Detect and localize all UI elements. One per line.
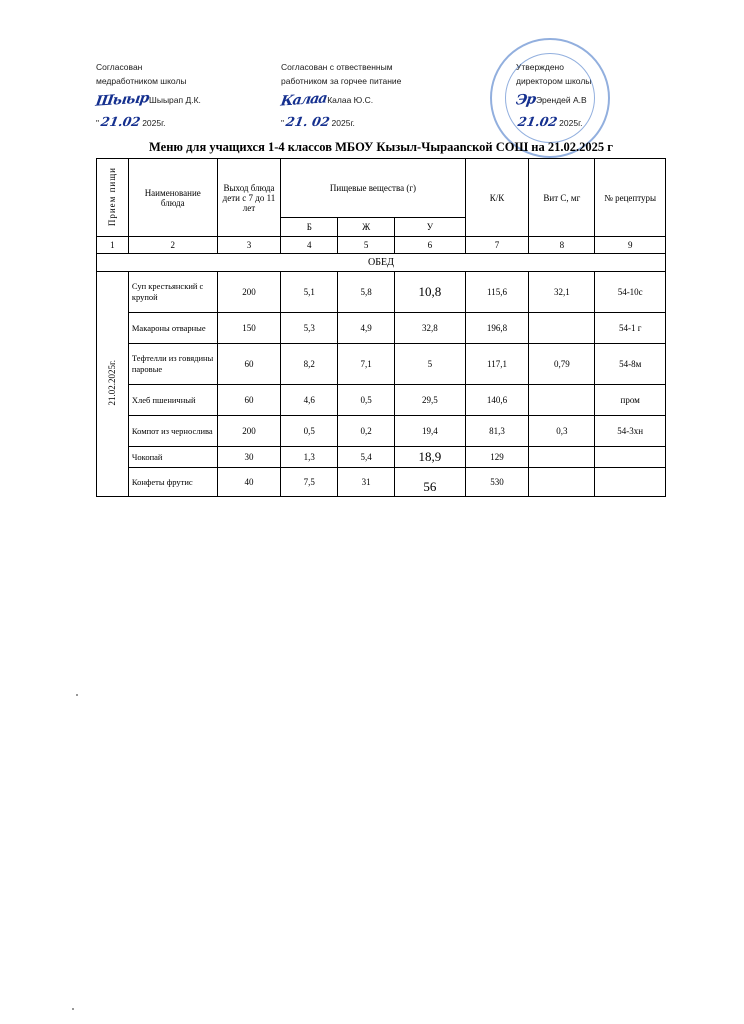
table-row (97, 468, 666, 497)
date-quote-prefix: " (96, 118, 100, 128)
dish-output: 200 (217, 416, 281, 447)
table-row (97, 385, 666, 416)
menu-table (96, 158, 666, 497)
dish-output: 30 (217, 447, 281, 468)
approvals-block (96, 60, 666, 140)
header-vitamin-c: Вит С, мг (529, 159, 595, 237)
approval-director-line2: директором школы (516, 76, 592, 86)
approval-medworker-date-year: 2025г. (142, 118, 166, 128)
dish-vitamin-c: 0,79 (529, 344, 595, 385)
colnum-3: 3 (217, 237, 281, 254)
table-column-number-row (97, 237, 666, 254)
handwritten-date-icon: 21.02 (516, 114, 559, 129)
dish-kk: 81,3 (465, 416, 529, 447)
dish-recipe: 54-8м (595, 344, 666, 385)
dish-name: Чокопай (128, 447, 217, 468)
approval-foodworker-signature-row (281, 92, 491, 112)
dish-fat: 5,8 (338, 272, 395, 313)
dish-kk: 115,6 (465, 272, 529, 313)
dish-carbs: 29,5 (395, 385, 466, 416)
header-recipe-number: № рецептуры (595, 159, 666, 237)
approval-director-name: Эрендей А.В (535, 94, 587, 105)
dish-vitamin-c (529, 447, 595, 468)
handwritten-signature-icon: Калаа (279, 90, 328, 110)
colnum-1: 1 (97, 237, 129, 254)
dish-vitamin-c (529, 385, 595, 416)
dish-name: Компот из чернослива (128, 416, 217, 447)
day-label: 21.02.2025г. (107, 360, 118, 406)
approval-director-date-year: 2025г. (559, 118, 583, 128)
handwritten-date-icon: 21.02 (99, 114, 142, 129)
dish-carbs: 32,8 (395, 313, 466, 344)
dish-vitamin-c: 32,1 (529, 272, 595, 313)
scan-artifact-dot (72, 1008, 74, 1010)
colnum-9: 9 (595, 237, 666, 254)
table-row (97, 344, 666, 385)
dish-kk: 140,6 (465, 385, 529, 416)
dish-carbs: 18,9 (395, 447, 466, 468)
dish-output: 200 (217, 272, 281, 313)
dish-output: 60 (217, 385, 281, 416)
table-row (97, 313, 666, 344)
approval-director-line1: Утверждено (516, 62, 564, 72)
header-meal-label: Прием пищи (107, 166, 118, 227)
header-meal (97, 159, 129, 237)
dish-vitamin-c: 0,3 (529, 416, 595, 447)
approval-foodworker (281, 60, 491, 130)
table-row (97, 416, 666, 447)
date-quote-prefix: " (281, 118, 285, 128)
dish-kk: 129 (465, 447, 529, 468)
colnum-4: 4 (281, 237, 338, 254)
dish-kk: 530 (465, 468, 529, 497)
table-header-row (97, 159, 666, 218)
scan-artifact-dot (76, 694, 78, 696)
header-output: Выход блюда дети с 7 до 11 лет (217, 159, 281, 237)
header-kk: К/К (465, 159, 529, 237)
dish-output: 60 (217, 344, 281, 385)
approval-foodworker-name: Калаа Ю.С. (327, 94, 374, 105)
table-section-row (97, 254, 666, 272)
approval-director-signature-row (516, 92, 696, 112)
dish-recipe: 54-3хн (595, 416, 666, 447)
dish-vitamin-c (529, 313, 595, 344)
page-title: Меню для учащихся 1-4 классов МБОУ Кызыл-Чырааnской СОШ на 21.02.2025 г (149, 140, 613, 154)
dish-protein: 7,5 (281, 468, 338, 497)
dish-recipe: пром (595, 385, 666, 416)
dish-protein: 8,2 (281, 344, 338, 385)
approval-foodworker-date (281, 115, 491, 130)
colnum-8: 8 (529, 237, 595, 254)
colnum-7: 7 (465, 237, 529, 254)
header-nutrients-group: Пищевые вещества (г) (281, 159, 465, 218)
header-protein: Б (281, 218, 338, 237)
dish-carbs: 56 (395, 468, 466, 497)
approval-medworker-name: Шыырап Д.К. (149, 94, 201, 105)
colnum-5: 5 (338, 237, 395, 254)
header-carbs: У (395, 218, 466, 237)
approval-medworker-signature-row (94, 89, 266, 112)
dish-kk: 117,1 (465, 344, 529, 385)
dish-recipe: 54-1 г (595, 313, 666, 344)
dish-vitamin-c (529, 468, 595, 497)
approval-director-date (516, 115, 696, 130)
dish-protein: 5,1 (281, 272, 338, 313)
dish-output: 40 (217, 468, 281, 497)
day-column (97, 272, 129, 497)
dish-fat: 4,9 (338, 313, 395, 344)
table-row (97, 447, 666, 468)
approval-medworker-date (96, 115, 266, 130)
dish-protein: 0,5 (281, 416, 338, 447)
dish-protein: 5,3 (281, 313, 338, 344)
approval-foodworker-line2: работником за горчее питание (281, 76, 402, 86)
header-dish-name: Наименование блюда (128, 159, 217, 237)
dish-carbs: 5 (395, 344, 466, 385)
dish-name: Суп крестьянский с крупой (128, 272, 217, 313)
dish-name: Тефтелли из говядины паровые (128, 344, 217, 385)
dish-protein: 1,3 (281, 447, 338, 468)
approval-director (516, 60, 696, 130)
dish-carbs: 19,4 (395, 416, 466, 447)
dish-kk: 196,8 (465, 313, 529, 344)
dish-name: Хлеб пшеничный (128, 385, 217, 416)
approval-medworker-line2: медработником школы (96, 76, 187, 86)
dish-protein: 4,6 (281, 385, 338, 416)
approval-medworker-line1: Согласован (96, 62, 143, 72)
dish-name: Макароны отварные (128, 313, 217, 344)
dish-fat: 0,2 (338, 416, 395, 447)
dish-output: 150 (217, 313, 281, 344)
table-row (97, 272, 666, 313)
section-label-obed: ОБЕД (97, 254, 666, 272)
dish-fat: 7,1 (338, 344, 395, 385)
dish-recipe (595, 468, 666, 497)
colnum-2: 2 (128, 237, 217, 254)
handwritten-date-icon: 21. 02 (284, 114, 331, 129)
approval-medworker (96, 60, 266, 130)
dish-fat: 0,5 (338, 385, 395, 416)
approval-foodworker-line1: Согласован с отвественным (281, 62, 393, 72)
dish-fat: 5,4 (338, 447, 395, 468)
dish-carbs: 10,8 (395, 272, 466, 313)
dish-fat: 31 (338, 468, 395, 497)
handwritten-signature-icon: Шыыр (94, 89, 150, 110)
dish-name: Конфеты фрутис (128, 468, 217, 497)
dish-recipe (595, 447, 666, 468)
approval-foodworker-date-year: 2025г. (331, 118, 355, 128)
colnum-6: 6 (395, 237, 466, 254)
handwritten-signature-icon: Эр (514, 91, 537, 109)
dish-recipe: 54-10с (595, 272, 666, 313)
header-fat: Ж (338, 218, 395, 237)
